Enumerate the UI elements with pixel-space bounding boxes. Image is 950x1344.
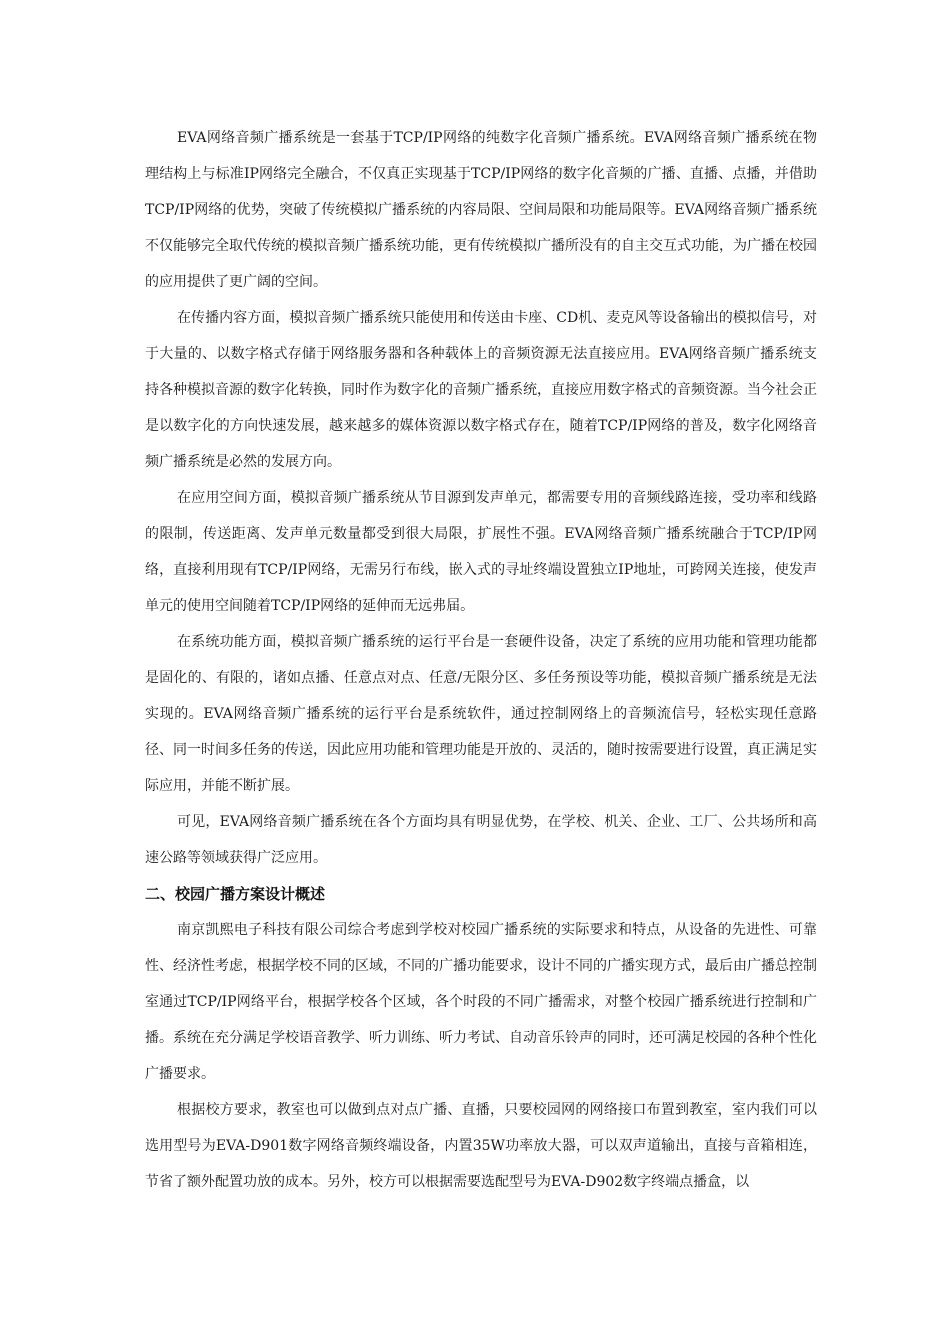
paragraph-space-aspect: 在应用空间方面，模拟音频广播系统从节目源到发声单元，都需要专用的音频线路连接，受功率和线路的限制，传送距离、发声单元数量都受到很大局限，扩展性不强。EVA网络音频广播系统融合于TCP/IP网络，直接利用现有TCP/IP网络，无需另行布线，嵌入式的寻址终端设置独立IP地址，可跨网关连接，使发声单元的使用空间随着TCP/IP网络的延伸而无远弗届。 — [145, 490, 817, 614]
paragraph-classroom-terminal: 根据校方要求，教室也可以做到点对点广播、直播，只要校园网的网络接口布置到教室，室内我们可以选用型号为EVA-D901数字网络音频终端设备，内置35W功率放大器，可以双声道输出，直接与音箱相连，节省了额外配置功放的成本。另外，校方可以根据需要选配型号为EVA-D902数字终端点播盒，以 — [145, 1102, 817, 1190]
paragraph-overview: EVA网络音频广播系统是一套基于TCP/IP网络的纯数字化音频广播系统。EVA网络音频广播系统在物理结构上与标准IP网络完全融合，不仅真正实现基于TCP/IP网络的数字化音频的广播、直播、点播，并借助TCP/IP网络的优势，突破了传统模拟广播系统的内容局限、空间局限和功能局限等。EVA网络音频广播系统不仅能够完全取代传统的模拟音频广播系统功能，更有传统模拟广播所没有的自主交互式功能，为广播在校园的应用提供了更广阔的空间。 — [145, 130, 817, 290]
document-body — [145, 120, 817, 1200]
paragraph-content-aspect: 在传播内容方面，模拟音频广播系统只能使用和传送由卡座、CD机、麦克风等设备输出的模拟信号，对于大量的、以数字格式存储于网络服务器和各种载体上的音频资源无法直接应用。EVA网络音频广播系统支持各种模拟音源的数字化转换，同时作为数字化的音频广播系统，直接应用数字格式的音频资源。当今社会正是以数字化的方向快速发展，越来越多的媒体资源以数字格式存在，随着TCP/IP网络的普及，数字化网络音频广播系统是必然的发展方向。 — [145, 310, 817, 470]
section-heading: 二、校园广播方案设计概述 — [145, 885, 326, 903]
paragraph-conclusion: 可见，EVA网络音频广播系统在各个方面均具有明显优势，在学校、机关、企业、工厂、公共场所和高速公路等领域获得广泛应用。 — [145, 814, 817, 866]
paragraph-function-aspect: 在系统功能方面，模拟音频广播系统的运行平台是一套硬件设备，决定了系统的应用功能和管理功能都是固化的、有限的，诸如点播、任意点对点、任意/无限分区、多任务预设等功能，模拟音频广播系统是无法实现的。EVA网络音频广播系统的运行平台是系统软件，通过控制网络上的音频流信号，轻松实现任意路径、同一时间多任务的传送，因此应用功能和管理功能是开放的、灵活的，随时按需要进行设置，真正满足实际应用，并能不断扩展。 — [145, 634, 817, 794]
paragraph-design-overview: 南京凯熙电子科技有限公司综合考虑到学校对校园广播系统的实际要求和特点，从设备的先进性、可靠性、经济性考虑，根据学校不同的区域，不同的广播功能要求，设计不同的广播实现方式，最后由广播总控制室通过TCP/IP网络平台，根据学校各个区域，各个时段的不同广播需求，对整个校园广播系统进行控制和广播。系统在充分满足学校语音教学、听力训练、听力考试、自动音乐铃声的同时，还可满足校园的各种个性化广播要求。 — [145, 922, 817, 1082]
